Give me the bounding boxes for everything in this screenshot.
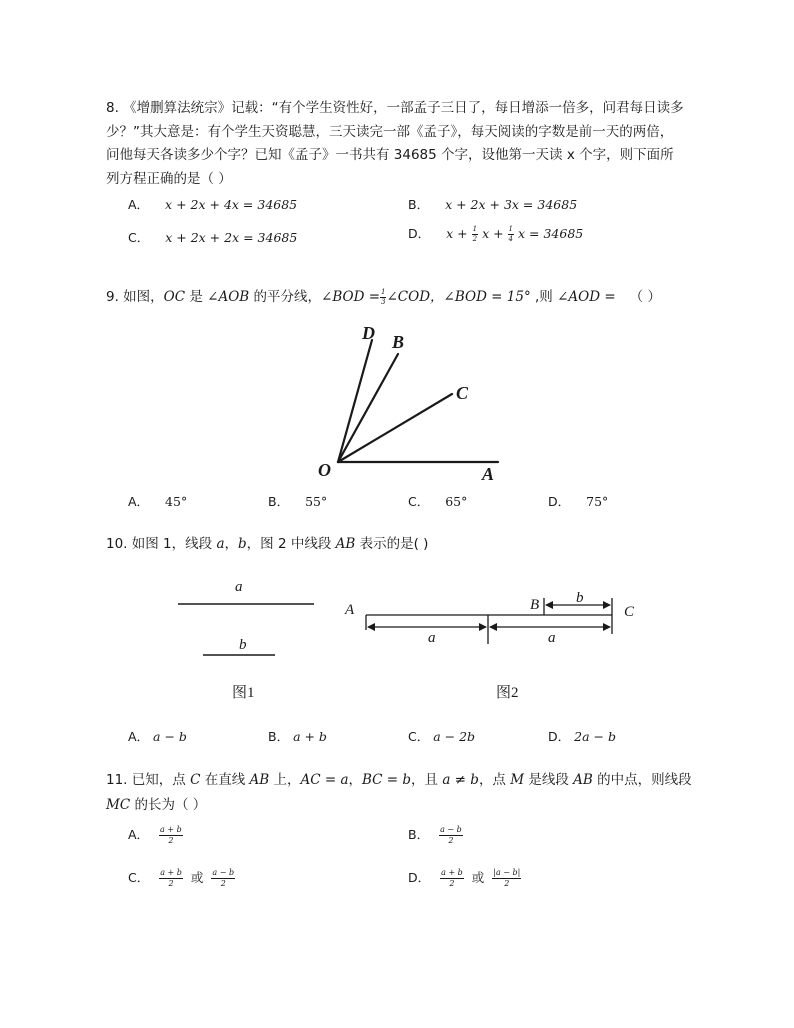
or-text: 或 (190, 870, 204, 885)
q9-oc: OC (163, 289, 186, 305)
fig1-caption: 图1 (232, 685, 255, 701)
fraction: $\frac{a + b}{2}$ (441, 868, 463, 888)
option-label: B． (268, 729, 290, 744)
option-label: B． (408, 827, 430, 842)
option-expr: a + b (293, 729, 327, 744)
q8-line2: 少？”其大意是：有个学生天资聪慧，三天读完一部《孟子》，每天阅读的字数是前一天的两倍， (106, 124, 674, 140)
q9-option-d (548, 492, 608, 510)
q8-line1: 8. 《增删算法统宗》记载：“有个学生资性好，一部孟子三日了，每日增添一倍多，问君每日读多 (106, 100, 684, 116)
q11-text: 在直线 (200, 772, 250, 788)
option-label: C． (128, 230, 150, 245)
option-label: D． (408, 870, 431, 885)
fig2-label-a1: a (428, 630, 436, 646)
option-value: 45° (165, 494, 188, 509)
q10-text: ，图 2 中线段 (246, 536, 336, 552)
q10-text: ， (224, 536, 238, 552)
q9-angle-aob: ∠AOB (207, 289, 250, 305)
fraction-one-quarter: $\frac{1}{4}$ (508, 225, 514, 243)
q10-figure-2 (340, 582, 650, 710)
q10-segment-b: b (238, 536, 247, 552)
q9-option-a (128, 492, 187, 510)
option-label: D． (408, 226, 431, 241)
fig2-caption: 图2 (496, 685, 519, 701)
fig1-label-a: a (235, 579, 243, 595)
option-expr: x + 2x + 3x = 34685 (445, 197, 578, 212)
q11-point-m: M (510, 772, 525, 788)
fig2-label-a2: a (548, 630, 556, 646)
ray-ob (338, 354, 398, 462)
q9-answer-paren: （ ） (629, 289, 661, 305)
option-label: C． (128, 870, 150, 885)
q10-option-a (128, 727, 187, 745)
q11-bc: BC = b (362, 772, 412, 788)
q11-text: 的长为（ ） (130, 797, 207, 813)
option-label: C． (408, 494, 430, 509)
label-o: O (318, 460, 331, 480)
fraction-one-third: $\frac{1}{3}$ (381, 287, 386, 306)
option-expr: a − 2b (433, 729, 476, 744)
fraction: $\frac{a - b}{2}$ (212, 868, 235, 888)
q9-angle-figure (300, 318, 510, 488)
q9-angle-bod: ∠BOD = (321, 289, 381, 305)
q10-text: 10. 如图 1，线段 (106, 536, 217, 552)
q9-text: 是 (185, 289, 208, 305)
label-a: A (482, 464, 495, 484)
option-value: 55° (305, 494, 328, 509)
q11-text: 上， (269, 772, 301, 788)
q11-text: ，点 (478, 772, 511, 788)
q11-segment-mc: MC (106, 797, 131, 813)
q11-point-c: C (190, 772, 201, 788)
fig2-label-b: b (576, 590, 584, 606)
q9-angle-cod: ∠COD，∠BOD = 15° (386, 289, 531, 305)
q10-option-c (408, 727, 475, 745)
q11-line1 (106, 771, 692, 789)
q8-option-d (408, 224, 583, 243)
option-expr-pre: x + (446, 226, 468, 241)
fig2-label-a-point: A (345, 602, 355, 618)
label-c: C (456, 383, 469, 403)
q8-line4: 列方程正确的是（ ） (106, 171, 232, 187)
q9-text: 的平分线， (249, 289, 322, 305)
q11-text: 是线段 (524, 772, 574, 788)
q11-text: ，且 (411, 772, 443, 788)
option-value: 75° (586, 494, 609, 509)
q11-neq: a ≠ b (442, 772, 479, 788)
q8-option-b (408, 195, 577, 213)
option-expr: x + 2x + 2x = 34685 (165, 230, 298, 245)
q11-segment-ab: AB (573, 772, 593, 788)
option-label: D． (548, 729, 571, 744)
q8-option-c (128, 228, 297, 246)
fraction: $\frac{a + b}{2}$ (160, 868, 182, 888)
fig1-label-b: b (239, 637, 247, 653)
option-expr: a − b (153, 729, 187, 744)
option-label: A． (128, 827, 150, 842)
option-label: D． (548, 494, 571, 509)
q11-text: ， (348, 772, 362, 788)
q10-figure-1 (170, 570, 320, 710)
fraction: $\frac{a - b}{2}$ (440, 825, 462, 845)
q8-line3: 问他每天各读多少个字？已知《孟子》一书共有 34685 个字，设他第一天读 x 个字，则下面所 (106, 147, 674, 163)
q10-stem (106, 535, 428, 553)
or-text: 或 (471, 870, 485, 885)
q11-ac: AC = a (300, 772, 349, 788)
q11-option-c (128, 868, 235, 888)
label-b: B (392, 332, 405, 352)
option-expr: x + 2x + 4x = 34685 (165, 197, 298, 212)
option-label: C． (408, 729, 430, 744)
q8-option-a (128, 195, 297, 213)
option-expr-post: x = 34685 (518, 226, 584, 241)
fraction: $\frac{|a - b|}{2}$ (493, 868, 521, 888)
q10-text: 表示的是( ) (355, 536, 429, 552)
option-label: B． (408, 197, 430, 212)
q10-segment-ab: AB (335, 536, 356, 552)
q11-line2 (106, 796, 206, 814)
option-label: A． (128, 197, 150, 212)
option-label: A． (128, 729, 150, 744)
q10-option-b (268, 727, 327, 745)
q9-angle-aod: ∠AOD = (557, 289, 616, 305)
option-label: A． (128, 494, 150, 509)
fig2-label-b-point: B (530, 597, 540, 613)
option-label: B． (268, 494, 290, 509)
q11-option-d (408, 868, 521, 888)
q9-stem (106, 288, 661, 306)
label-d: D (362, 323, 375, 343)
q10-option-d (548, 727, 616, 745)
q9-option-c (408, 492, 467, 510)
fig2-label-c-point: C (624, 604, 635, 620)
fraction: $\frac{a + b}{2}$ (160, 825, 182, 845)
q11-option-b (408, 825, 463, 845)
q10-segment-a: a (216, 536, 225, 552)
q9-text: ,则 (530, 289, 558, 305)
q11-line-ab: AB (249, 772, 270, 788)
q9-option-b (268, 492, 327, 510)
option-expr-mid: x + (482, 226, 504, 241)
option-expr: 2a − b (574, 729, 616, 744)
q9-text: 9. 如图， (106, 289, 164, 305)
option-value: 65° (445, 494, 468, 509)
q11-text: 11. 已知，点 (106, 772, 191, 788)
fraction-one-half: $\frac{1}{2}$ (472, 225, 478, 243)
q11-option-a (128, 825, 183, 845)
q11-text: 的中点，则线段 (592, 772, 692, 788)
